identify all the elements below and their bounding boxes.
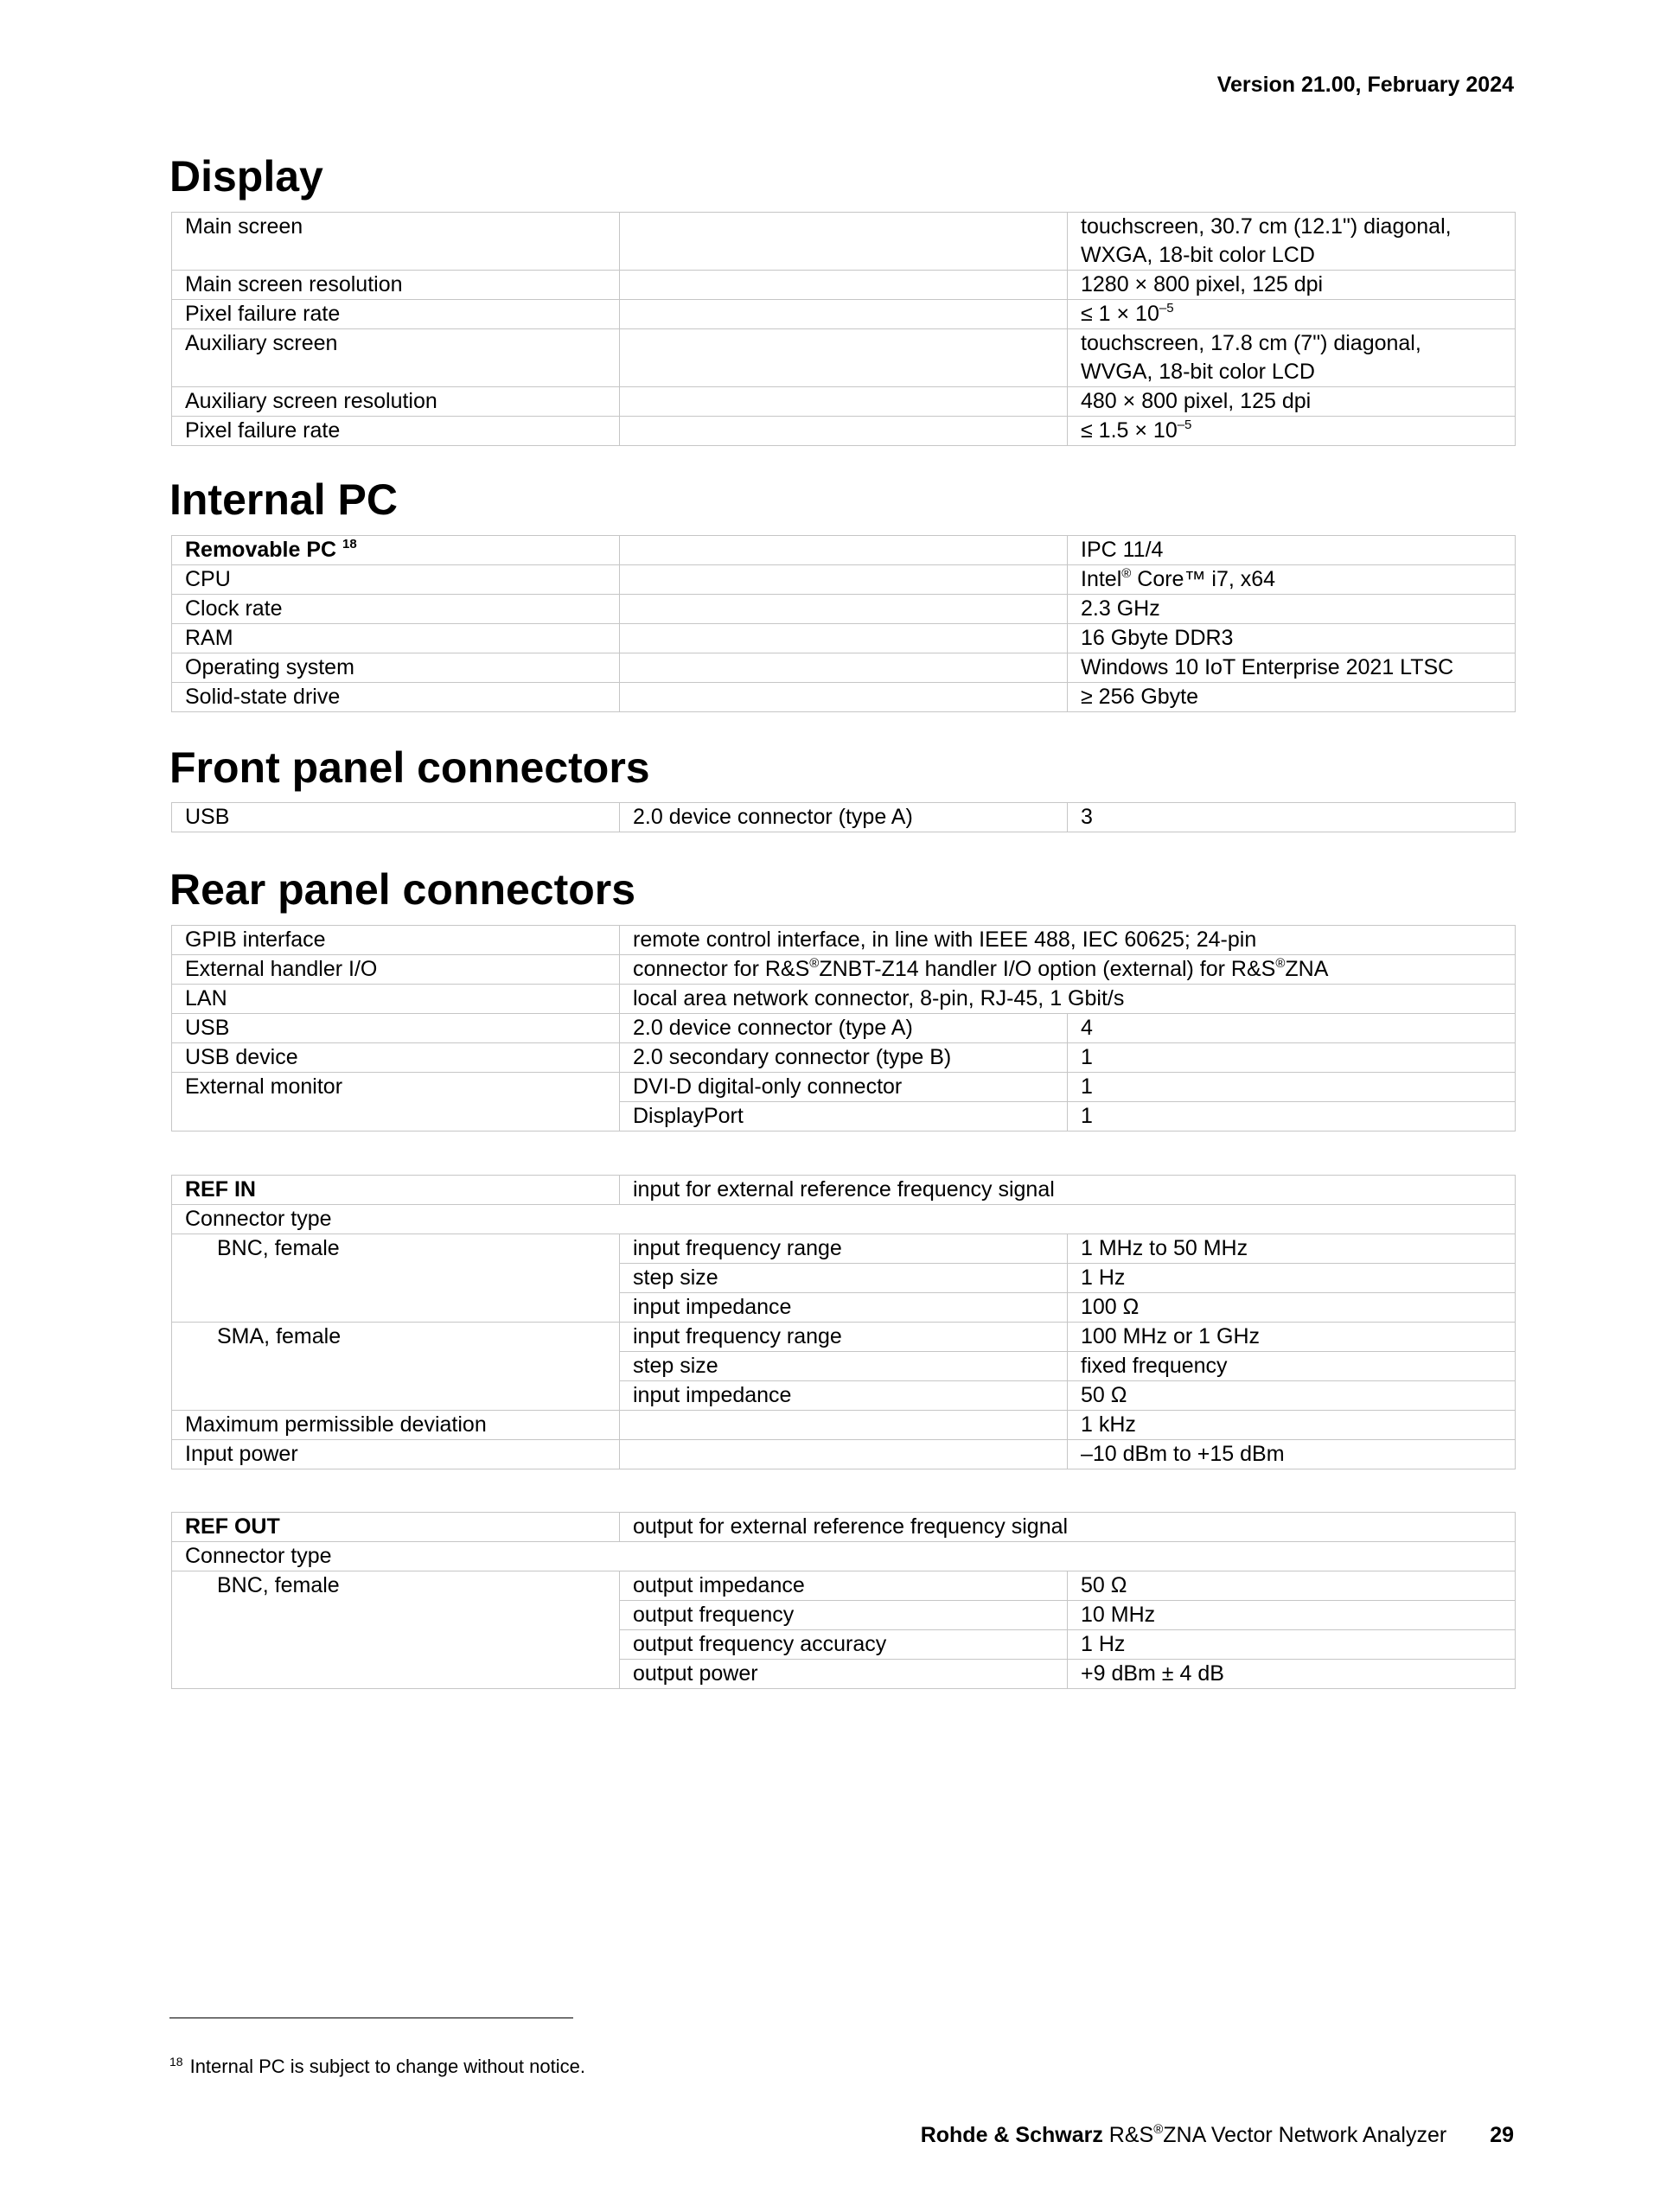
document-version: Version 21.00, February 2024: [1216, 73, 1514, 97]
spec-value: 50 Ω: [1068, 1571, 1516, 1601]
spec-label: Maximum permissible deviation: [172, 1411, 620, 1440]
footnote: [169, 2056, 585, 2078]
table-row: [172, 1205, 1516, 1234]
spec-value: 1280 × 800 pixel, 125 dpi: [1068, 271, 1516, 300]
spec-label: Auxiliary screen: [172, 329, 620, 387]
spec-value: ≤ $1 \times 10^{-5}$: [1068, 300, 1516, 329]
spec-label: USB: [172, 803, 620, 832]
spec-value: fixed frequency: [1068, 1352, 1516, 1381]
spec-desc: 2.0 secondary connector (type B): [620, 1043, 1068, 1073]
table-row: [172, 1440, 1516, 1469]
spec-label: REF IN: [172, 1176, 620, 1205]
page-number: 29: [1490, 2123, 1514, 2147]
spec-label: GPIB interface: [172, 926, 620, 955]
section-title-display: Display: [169, 152, 323, 201]
spec-count: 1: [1068, 1073, 1516, 1102]
spec-value: ≤ $1.5 \times 10^{-5}$: [1068, 417, 1516, 446]
table-row: [172, 300, 1516, 329]
spec-desc: DVI-D digital-only connector: [620, 1073, 1068, 1102]
spec-desc: 2.0 device connector (type A): [620, 803, 1068, 832]
table-row: [172, 1234, 1516, 1264]
footnote-number: 18: [169, 2055, 183, 2069]
spec-param: output frequency: [620, 1601, 1068, 1630]
spec-param: input impedance: [620, 1293, 1068, 1323]
spec-param: input frequency range: [620, 1323, 1068, 1352]
spec-param: output power: [620, 1660, 1068, 1689]
spec-value: 50 Ω: [1068, 1381, 1516, 1411]
spec-count: 4: [1068, 1014, 1516, 1043]
footer-product: R&S®ZNA Vector Network Analyzer: [1102, 2122, 1447, 2147]
table-row: [172, 536, 1516, 565]
spec-value: 480 × 800 pixel, 125 dpi: [1068, 387, 1516, 417]
table-row: [172, 1323, 1516, 1352]
footer-brand: Rohde & Schwarz: [920, 2123, 1103, 2147]
connector-name: SMA, female: [172, 1323, 620, 1411]
spec-value: +9 dBm ± 4 dB: [1068, 1660, 1516, 1689]
spec-count: 1: [1068, 1043, 1516, 1073]
spec-value: –10 dBm to +15 dBm: [1068, 1440, 1516, 1469]
connector-name: BNC, female: [172, 1234, 620, 1323]
spec-label: External monitor: [172, 1073, 620, 1131]
spec-desc: remote control interface, in line with IEEE 488, IEC 60625; 24-pin: [620, 926, 1516, 955]
spec-label: Connector type: [172, 1205, 1516, 1234]
spec-label: Main screen resolution: [172, 271, 620, 300]
spec-param: step size: [620, 1352, 1068, 1381]
spec-value: 1 MHz to 50 MHz: [1068, 1234, 1516, 1264]
spec-value: 100 MHz or 1 GHz: [1068, 1323, 1516, 1352]
spec-value: 100 Ω: [1068, 1293, 1516, 1323]
spec-label: Removable PC $^{18}$: [172, 536, 620, 565]
table-row: [172, 387, 1516, 417]
spec-value: Intel® Core™ i7, x64: [1068, 565, 1516, 595]
table-row: [172, 271, 1516, 300]
spec-value: 1 Hz: [1068, 1630, 1516, 1660]
table-row: [172, 985, 1516, 1014]
spec-label: Solid-state drive: [172, 683, 620, 712]
spec-label: Operating system: [172, 653, 620, 683]
section-title-rear-panel: Rear panel connectors: [169, 865, 636, 914]
table-row: [172, 1176, 1516, 1205]
table-row: [172, 653, 1516, 683]
spec-count: 1: [1068, 1102, 1516, 1131]
ref-in-table: [171, 1175, 1516, 1469]
section-title-internal-pc: Internal PC: [169, 475, 398, 524]
spec-value: 1 kHz: [1068, 1411, 1516, 1440]
spec-label: Auxiliary screen resolution: [172, 387, 620, 417]
table-row: [172, 213, 1516, 271]
section-title-front-panel: Front panel connectors: [169, 743, 650, 792]
spec-param: step size: [620, 1264, 1068, 1293]
spec-label: Input power: [172, 1440, 620, 1469]
connector-name: BNC, female: [172, 1571, 620, 1689]
spec-value: 10 MHz: [1068, 1601, 1516, 1630]
spec-label: USB device: [172, 1043, 620, 1073]
table-row: [172, 417, 1516, 446]
table-row: [172, 926, 1516, 955]
spec-count: 3: [1068, 803, 1516, 832]
footnote-text: Internal PC is subject to change without notice.: [189, 2056, 585, 2077]
front-panel-table: [171, 802, 1516, 832]
spec-label: Connector type: [172, 1542, 1516, 1571]
spec-value: ≥ 256 Gbyte: [1068, 683, 1516, 712]
spec-label: Pixel failure rate: [172, 300, 620, 329]
spec-label: RAM: [172, 624, 620, 653]
footnote-ref: 18: [342, 537, 357, 551]
page-footer: [921, 2123, 1514, 2148]
spec-param: input impedance: [620, 1381, 1068, 1411]
spec-desc: input for external reference frequency signal: [620, 1176, 1516, 1205]
table-row: [172, 1571, 1516, 1601]
table-row: [172, 624, 1516, 653]
table-row: [172, 1513, 1516, 1542]
spec-desc: 2.0 device connector (type A): [620, 1014, 1068, 1043]
spec-param: output impedance: [620, 1571, 1068, 1601]
spec-value: touchscreen, 30.7 cm (12.1") diagonal, WXGA, 18-bit color LCD: [1068, 213, 1516, 271]
table-row: [172, 683, 1516, 712]
rear-panel-table: [171, 925, 1516, 1131]
spec-label: Main screen: [172, 213, 620, 271]
spec-desc: local area network connector, 8-pin, RJ-45, 1 Gbit/s: [620, 985, 1516, 1014]
spec-desc: connector for R&S®ZNBT-Z14 handler I/O option (external) for R&S®ZNA: [620, 955, 1516, 985]
table-row: [172, 1411, 1516, 1440]
table-row: [172, 595, 1516, 624]
table-row: [172, 1073, 1516, 1102]
spec-param: input frequency range: [620, 1234, 1068, 1264]
spec-value: 2.3 GHz: [1068, 595, 1516, 624]
spec-value: 16 Gbyte DDR3: [1068, 624, 1516, 653]
spec-desc: DisplayPort: [620, 1102, 1068, 1131]
display-table: [171, 212, 1516, 446]
spec-label: External handler I/O: [172, 955, 620, 985]
spec-label: Pixel failure rate: [172, 417, 620, 446]
spec-param: output frequency accuracy: [620, 1630, 1068, 1660]
table-row: [172, 955, 1516, 985]
spec-value: touchscreen, 17.8 cm (7") diagonal, WVGA, 18-bit color LCD: [1068, 329, 1516, 387]
spec-label: CPU: [172, 565, 620, 595]
spec-label: Clock rate: [172, 595, 620, 624]
spec-value: IPC 11/4: [1068, 536, 1516, 565]
table-row: [172, 1043, 1516, 1073]
table-row: [172, 565, 1516, 595]
spec-label: REF OUT: [172, 1513, 620, 1542]
table-row: [172, 1014, 1516, 1043]
spec-desc: output for external reference frequency signal: [620, 1513, 1516, 1542]
spec-value: Windows 10 IoT Enterprise 2021 LTSC: [1068, 653, 1516, 683]
internal-pc-table: [171, 535, 1516, 712]
spec-label: LAN: [172, 985, 620, 1014]
table-row: [172, 329, 1516, 387]
spec-label: USB: [172, 1014, 620, 1043]
spec-value: 1 Hz: [1068, 1264, 1516, 1293]
table-row: [172, 1542, 1516, 1571]
table-row: [172, 803, 1516, 832]
ref-out-table: [171, 1512, 1516, 1689]
